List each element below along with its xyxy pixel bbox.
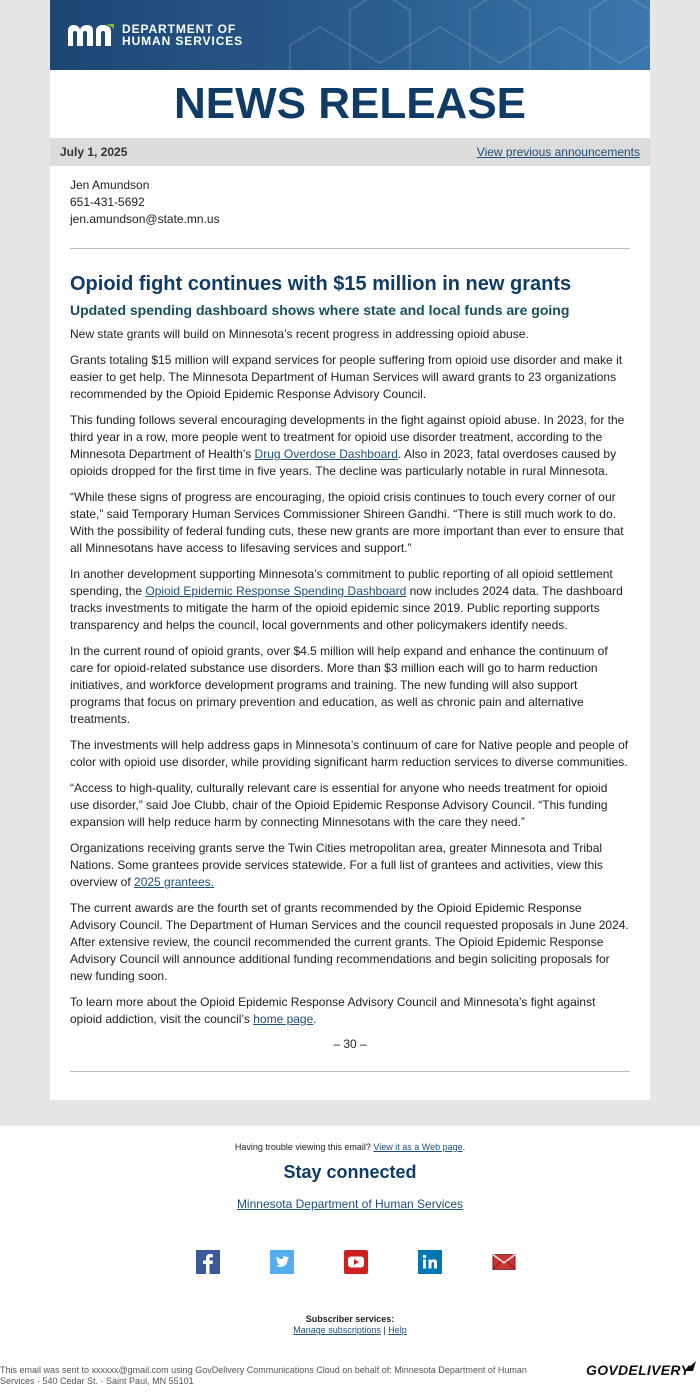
page-title: NEWS RELEASE — [173, 79, 527, 128]
social-links — [196, 1250, 566, 1274]
manage-subscriptions-link[interactable]: Manage subscriptions — [293, 1325, 381, 1335]
legal-notice: This email was sent to xxxxxx@gmail.com using GovDelivery Communications Cloud on behalf of: Minnesota Department of Human Services · 540 Cedar St. · Saint Paul, MN 55101 — [0, 1365, 527, 1386]
mdhs-link-row — [0, 1197, 700, 1211]
email-icon[interactable] — [492, 1250, 516, 1274]
end-mark: – 30 – — [333, 1037, 367, 1051]
paragraph: Grants totaling $15 million will expand services for people suffering from opioid use disorder and make it easier to get help. The Minnesota Department of Human Services will award grants to 23 organizations recommended by the Opioid Epidemic Response Advisory Council. — [70, 353, 623, 401]
dhs-logo[interactable] — [66, 22, 243, 48]
mn-logo-icon — [66, 22, 116, 48]
web-view-end: . — [462, 1142, 466, 1152]
drug-overdose-dashboard-link[interactable]: Drug Overdose Dashboard — [254, 447, 398, 461]
paragraph-text: To learn more about the Opioid Epidemic Response Advisory Council and Minnesota’s fight against opioid addiction, visit the council’s — [70, 995, 596, 1026]
paragraph — [70, 994, 630, 1028]
logo-line1: DEPARTMENT OF — [122, 22, 237, 36]
web-view-text: Having trouble viewing this email? — [234, 1142, 374, 1152]
article — [50, 273, 650, 1051]
youtube-icon[interactable] — [344, 1250, 368, 1274]
paragraph-text: Organizations receiving grants serve the Twin Cities metropolitan area, greater Minnesota and Tribal Nations. Some grantees provide services statewide. For a full list of grantees and activities, view this overview of — [70, 841, 603, 889]
headline: Opioid fight continues with $15 million in new grants — [70, 273, 572, 295]
council-home-page-link[interactable]: home page — [253, 1012, 314, 1026]
divider — [70, 248, 630, 249]
contact-phone: 651-431-5692 — [70, 195, 145, 209]
paragraph: The current awards are the fourth set of grants recommended by the Opioid Epidemic Response Advisory Council. The Department of Human Services and the council requested proposals in June 2024. After extensive review, the council recommended the current grants. The Opioid Epidemic Response Advisory Council will announce additional funding recommendations and begin soliciting proposals for new funding soon. — [70, 901, 629, 983]
paragraph — [70, 412, 630, 480]
subheadline: Updated spending dashboard shows where state and local funds are going — [70, 302, 570, 318]
paragraph-text: . Also in 2023, fatal overdoses caused by opioids dropped for the first time in five years. The decline was particularly notable in rural Minnesota. — [70, 447, 617, 478]
paragraph — [70, 566, 630, 634]
govdelivery-text: GOVDELIVERY — [586, 1362, 691, 1378]
release-date: July 1, 2025 — [60, 145, 128, 159]
paragraph-text: In another development supporting Minnesota’s commitment to public reporting of all opioid settlement spending, the — [70, 567, 613, 598]
subscriber-services-title: Subscriber services: — [305, 1314, 395, 1324]
email-body — [50, 0, 650, 1100]
contact-name: Jen Amundson — [70, 178, 150, 192]
twitter-icon[interactable] — [270, 1250, 294, 1274]
subscriber-services — [0, 1314, 700, 1336]
facebook-icon[interactable] — [196, 1250, 220, 1274]
paragraph-text: This funding follows several encouraging developments in the fight against opioid abuse. In 2023, for the third year in a row, more people went to treatment for opioid use disorder treatment, according to the Minnesota Department of Health’s — [70, 413, 625, 461]
linkedin-icon[interactable] — [418, 1250, 442, 1274]
paragraph: The investments will help address gaps in Minnesota’s continuum of care for Native people and people of color with opioid use disorder, while providing significant harm reduction services to diverse communities. — [70, 738, 629, 769]
paragraph: New state grants will build on Minnesota’s recent progress in addressing opioid abuse. — [70, 327, 529, 341]
paragraph — [70, 840, 630, 891]
web-view-notice — [0, 1142, 700, 1152]
contact-email: jen.amundson@state.mn.us — [70, 212, 220, 226]
date-bar — [50, 138, 650, 166]
paragraph: “While these signs of progress are encouraging, the opioid crisis continues to touch every corner of our state,” said Temporary Human Services Commissioner Shireen Gandhi. “There is still much work to do. With the possibility of federal funding cuts, these new grants are more important than ever to ensure that all Minnesotans have access to lifesaving services and support.” — [70, 490, 624, 555]
paragraph-text: . — [313, 1012, 317, 1026]
header-banner — [50, 0, 650, 70]
govdelivery-mark-icon — [684, 1359, 698, 1373]
govdelivery-logo[interactable] — [586, 1362, 690, 1378]
paragraph-text: now includes 2024 data. The dashboard tracks investments to mitigate the harm of the opioid epidemic since 2019. Public reporting supports transparency and helps the council, local governments and other policymakers identify needs. — [70, 584, 623, 632]
spacer — [50, 1072, 650, 1100]
grantees-link[interactable]: 2025 grantees. — [134, 875, 215, 889]
logo-line2: HUMAN SERVICES — [122, 34, 244, 48]
separator: | — [380, 1325, 389, 1335]
paragraph: “Access to high-quality, culturally relevant care is essential for anyone who needs treatment for opioid use disorder,” said Joe Clubb, chair of the Opioid Epidemic Response Advisory Council. “This funding expansion will help reduce harm by connecting Minnesotans with the care they need.” — [70, 781, 608, 829]
stay-connected-heading: Stay connected — [283, 1162, 417, 1182]
logo-text — [122, 23, 243, 47]
spending-dashboard-link[interactable]: Opioid Epidemic Response Spending Dashboard — [145, 584, 407, 598]
footer — [0, 1126, 700, 1394]
web-view-link[interactable]: View it as a Web page — [373, 1142, 463, 1152]
help-link[interactable]: Help — [388, 1325, 407, 1335]
mdhs-link[interactable]: Minnesota Department of Human Services — [236, 1197, 464, 1211]
media-contact — [50, 166, 650, 228]
paragraph: In the current round of opioid grants, over $4.5 million will help expand and enhance the continuum of care for opioid-related substance use disorders. More than $3 million each will go to harm reduction initiatives, and workforce development programs and training. The new funding will also support programs that focus on primary prevention and education, as well as chronic pain and alternative treatments. — [70, 644, 608, 726]
previous-announcements-link[interactable]: View previous announcements — [476, 145, 640, 159]
